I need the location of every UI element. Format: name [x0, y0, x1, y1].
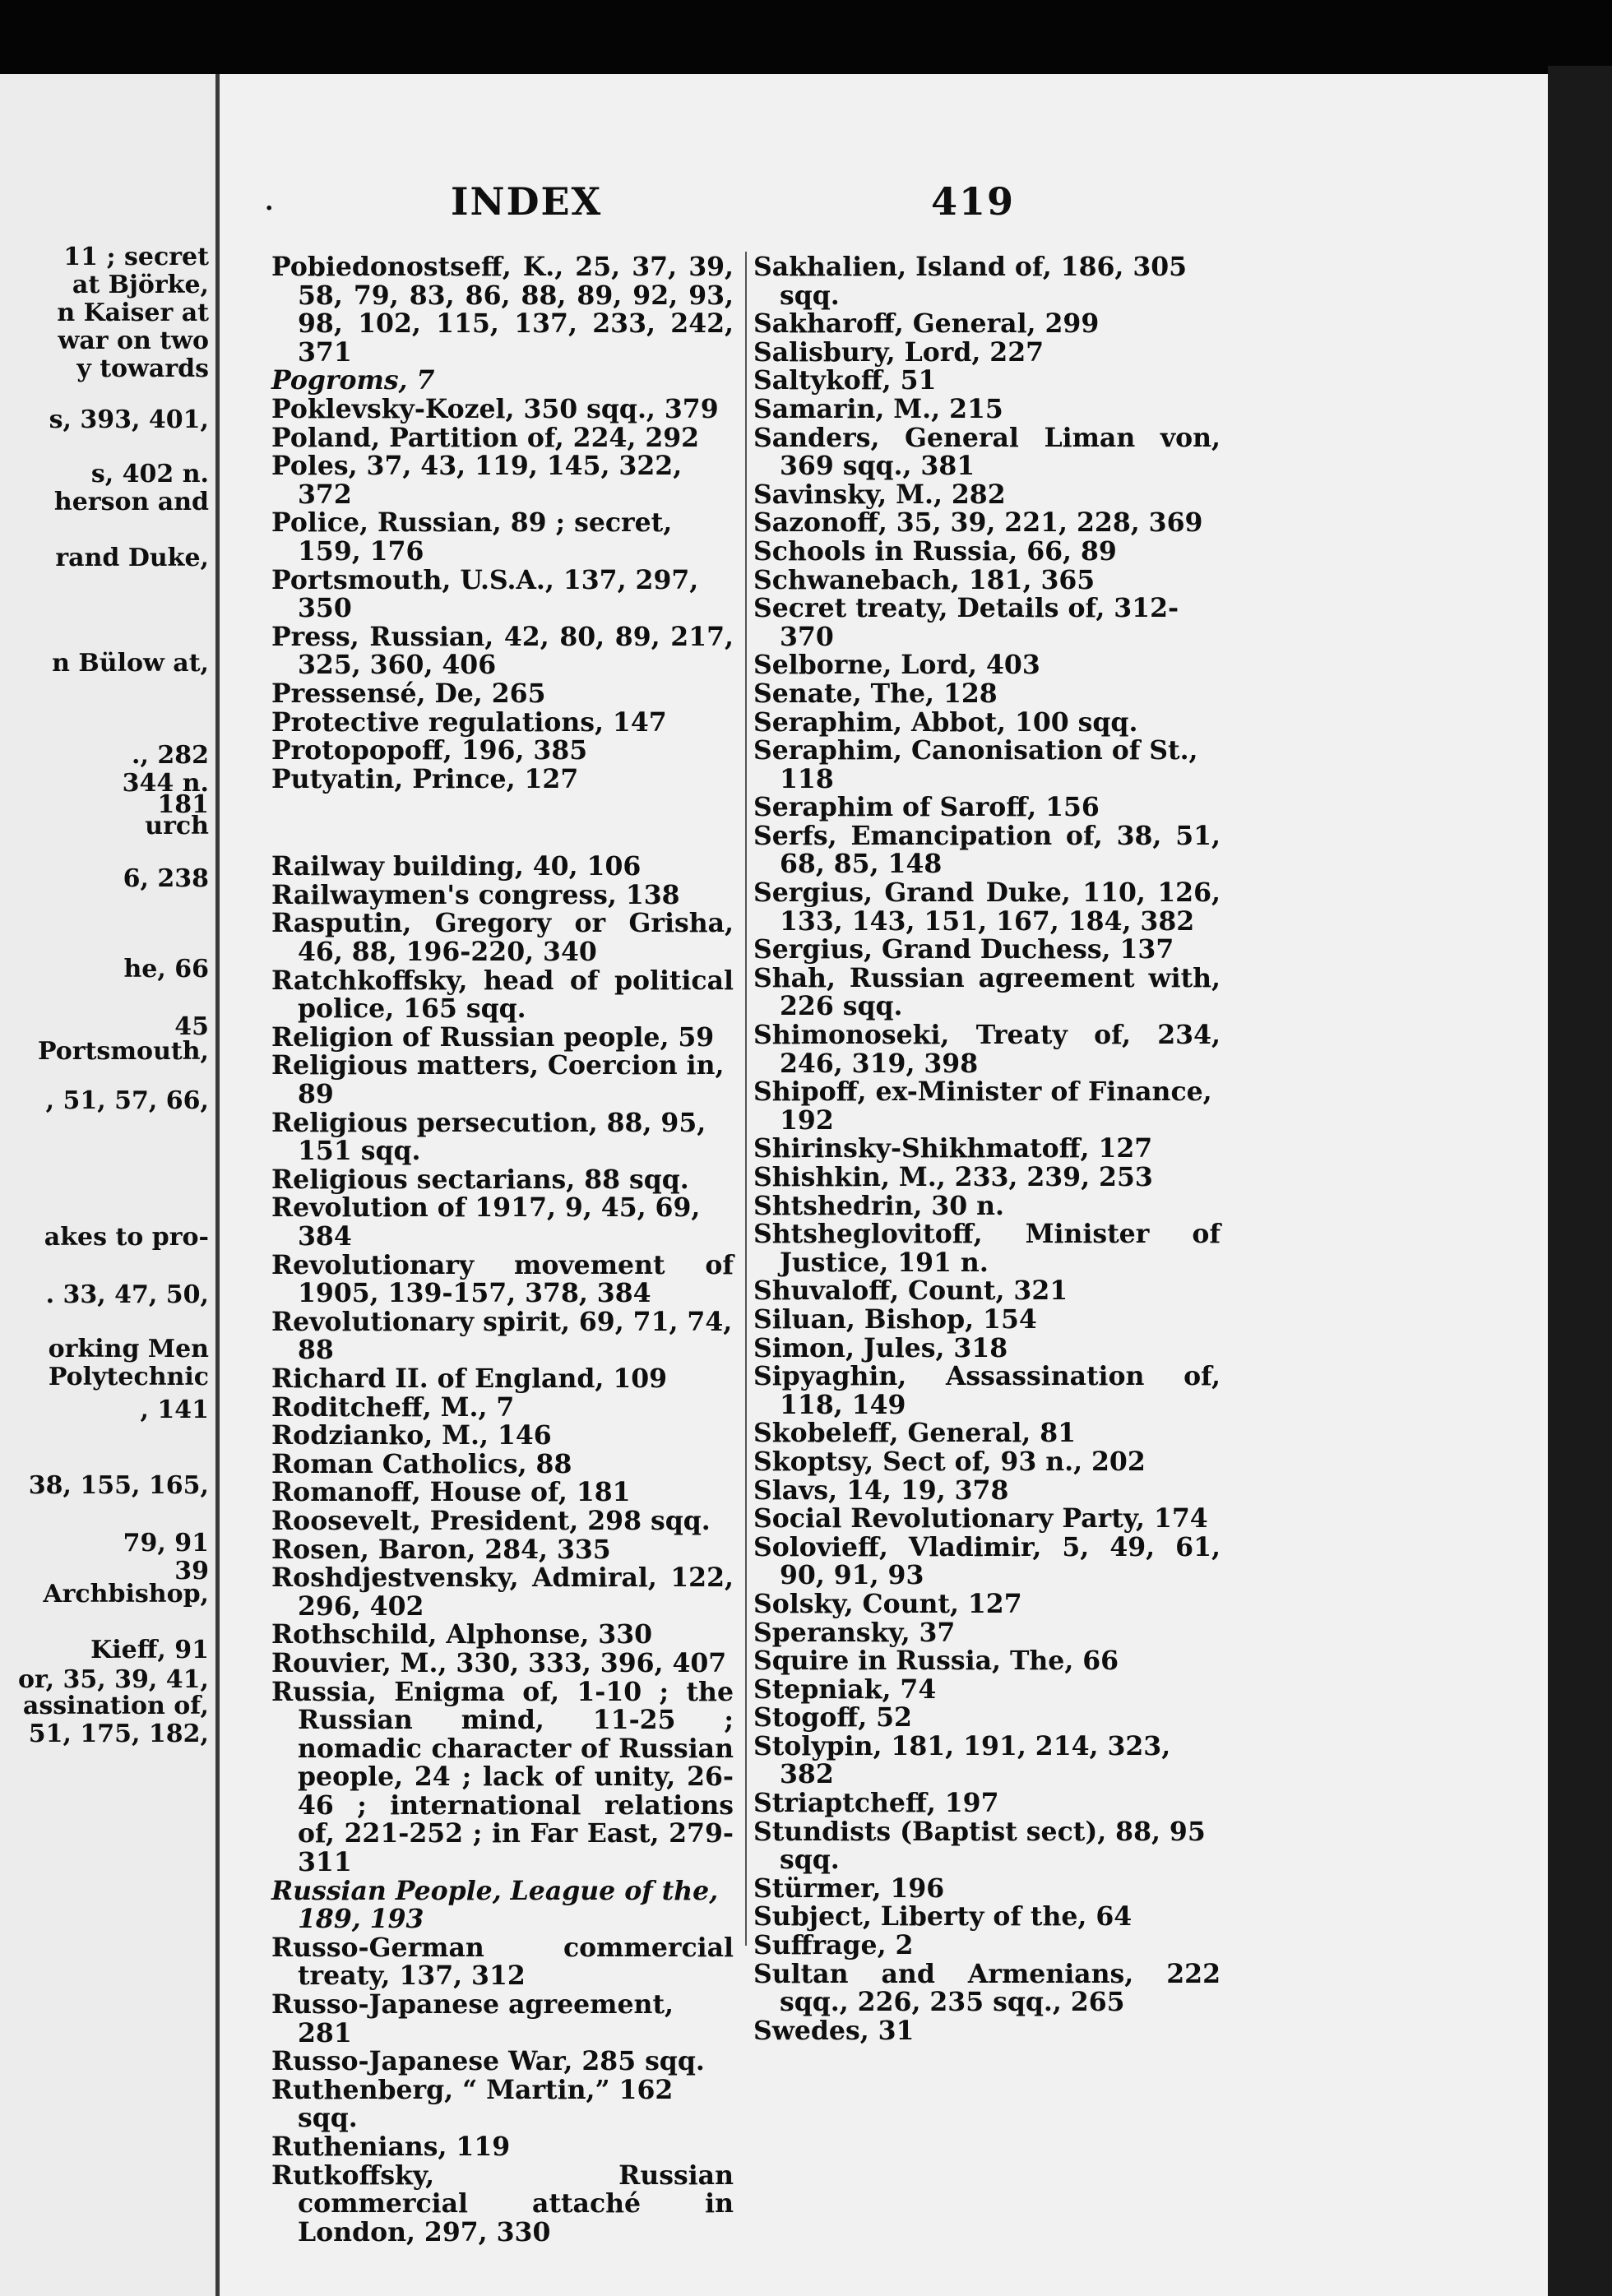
index-entry: Press, Russian, 42, 80, 89, 217, 325, 360, 406 — [271, 621, 734, 681]
index-entry: Shah, Russian agreement with, 226 sqq. — [753, 962, 1221, 1022]
index-entry: Ruthenberg, “ Martin,” 162 sqq. — [271, 2074, 674, 2134]
index-entry: Salisbury, Lord, 227 — [753, 336, 1045, 368]
letter-section-gap — [271, 794, 734, 853]
index-entry: Russo-Japanese War, 285 sqq. — [271, 2046, 705, 2077]
index-entry: Religious persecution, 88, 95, 151 sqq. — [271, 1107, 706, 1167]
index-entry: Seraphim, Abbot, 100 sqq. — [753, 706, 1138, 738]
index-entry: Striaptcheff, 197 — [753, 1788, 999, 1819]
left-page-text-fragment: , 141 — [140, 1396, 209, 1424]
index-entry: Stundists (Baptist sect), 88, 95 sqq. — [753, 1816, 1206, 1876]
left-page-text-fragment: Archbishop, — [43, 1580, 209, 1609]
index-entry: Sergius, Grand Duke, 110, 126, 133, 143, 151, 167, 184, 382 — [753, 877, 1221, 937]
index-entry: Poland, Partition of, 224, 292 — [271, 422, 700, 453]
index-entry: Richard II. of England, 109 — [271, 1363, 668, 1394]
index-entry: Skoptsy, Sect of, 93 n., 202 — [753, 1446, 1146, 1477]
index-entry: Seraphim, Canonisation of St., 118 — [753, 735, 1198, 794]
index-entry: Sakharoff, General, 299 — [753, 308, 1100, 340]
index-entry: Russo-Japanese agreement, 281 — [271, 1989, 674, 2048]
left-page-text-fragment: urch — [145, 812, 209, 840]
index-entry: Roosevelt, President, 298 sqq. — [271, 1505, 711, 1536]
left-page-text-fragment: at Björke, — [72, 271, 209, 299]
left-page-text-fragment: 39 — [174, 1557, 209, 1585]
left-page-text-fragment: s, 402 n. — [90, 460, 209, 488]
index-entry: Serfs, Emancipation of, 38, 51, 68, 85, 148 — [753, 820, 1221, 880]
running-head-title: INDEX — [451, 179, 603, 224]
index-entry: Speransky, 37 — [753, 1617, 956, 1648]
index-entry: Revolutionary spirit, 69, 71, 74, 88 — [271, 1306, 733, 1366]
left-page-text-fragment: n Bülow at, — [52, 649, 209, 678]
index-entry: Saltykoff, 51 — [753, 365, 937, 396]
left-page-text-fragment: y towards — [76, 354, 209, 383]
left-page-text-fragment: 45 — [174, 1012, 209, 1041]
left-page-text-fragment: , 51, 57, 66, — [45, 1086, 209, 1115]
index-entry: Putyatin, Prince, 127 — [271, 763, 579, 794]
left-page-text-fragment: rand Duke, — [55, 544, 209, 572]
index-entry: Schools in Russia, 66, 89 — [753, 535, 1117, 567]
left-page-text-fragment: . 33, 47, 50, — [45, 1280, 209, 1309]
left-page-text-fragment: he, 66 — [123, 955, 209, 984]
index-entry: Religious matters, Coercion in, 89 — [271, 1050, 725, 1110]
scan-top-border — [0, 0, 1612, 74]
index-entry: Shirinsky-Shikhmatoff, 127 — [753, 1133, 1153, 1164]
index-entry: Rouvier, M., 330, 333, 396, 407 — [271, 1647, 727, 1678]
index-entry: Shipoff, ex-Minister of Finance, 192 — [753, 1076, 1212, 1136]
index-entry: Stürmer, 196 — [753, 1872, 945, 1904]
left-page-text-fragment: 344 n. — [122, 769, 209, 798]
index-entry: Suffrage, 2 — [753, 1930, 914, 1961]
left-page-text-fragment: assination of, — [22, 1692, 209, 1720]
index-entry: Rothschild, Alphonse, 330 — [271, 1619, 653, 1650]
index-entry: Senate, The, 128 — [753, 678, 998, 709]
index-entry: Social Revolutionary Party, 174 — [753, 1503, 1208, 1535]
index-entry: Simon, Jules, 318 — [753, 1332, 1008, 1363]
index-entry: Roman Catholics, 88 — [271, 1448, 572, 1479]
scan-right-border — [1548, 66, 1612, 2296]
index-entry: Seraphim of Saroff, 156 — [753, 792, 1100, 823]
index-entry: Pobiedonostseff, K., 25, 37, 39, 58, 79, 83, 86, 88, 89, 92, 93, 98, 102, 115, 137, 233, 242, 371 — [271, 252, 734, 368]
index-entry: Sergius, Grand Duchess, 137 — [753, 934, 1174, 965]
index-column-left — [271, 253, 734, 2247]
index-entry: Romanoff, House of, 181 — [271, 1477, 631, 1508]
left-page-text-fragment: s, 393, 401, — [49, 405, 209, 434]
index-entry: Police, Russian, 89 ; secret, 159, 176 — [271, 507, 673, 567]
index-entry: Solovieff, Vladimir, 5, 49, 61, 90, 91, 93 — [753, 1531, 1221, 1591]
index-entry: Religious sectarians, 88 sqq. — [271, 1164, 689, 1195]
left-page-text-fragment: or, 35, 39, 41, — [18, 1665, 209, 1694]
index-entry: Skobeleff, General, 81 — [753, 1418, 1077, 1449]
page-gutter — [215, 74, 220, 2296]
index-entry: Roshdjestvensky, Admiral, 122, 296, 402 — [271, 1562, 734, 1622]
index-entry: Poles, 37, 43, 119, 145, 322, 372 — [271, 451, 683, 510]
index-entry: Stolypin, 181, 191, 214, 323, 382 — [753, 1730, 1171, 1790]
index-entry: Sakhalien, Island of, 186, 305 sqq. — [753, 252, 1188, 311]
index-entry: Religion of Russian people, 59 — [271, 1021, 715, 1053]
index-entry: Stogoff, 52 — [753, 1702, 912, 1734]
left-page-fragment — [0, 74, 215, 2296]
left-page-text-fragment: 181 — [157, 790, 209, 819]
left-page-text-fragment: Kieff, 91 — [90, 1636, 209, 1664]
index-entry: Squire in Russia, The, 66 — [753, 1646, 1119, 1677]
left-page-text-fragment: n Kaiser at — [57, 299, 209, 327]
index-entry: Sipyaghin, Assassination of, 118, 149 — [753, 1361, 1221, 1420]
index-entry: Railway building, 40, 106 — [271, 851, 642, 882]
index-entry: Subject, Liberty of the, 64 — [753, 1901, 1133, 1933]
index-entry: Pogroms, 7 — [271, 365, 435, 396]
index-entry: Revolution of 1917, 9, 45, 69, 384 — [271, 1192, 701, 1252]
left-page-text-fragment: 79, 91 — [123, 1529, 209, 1558]
index-column-right — [753, 253, 1221, 2045]
page-number: 419 — [931, 179, 1016, 224]
index-entry: Shtsheglovitoff, Minister of Justice, 191 n. — [753, 1219, 1221, 1278]
index-entry: Railwaymen's congress, 138 — [271, 879, 680, 910]
index-entry: Portsmouth, U.S.A., 137, 297, 350 — [271, 564, 699, 624]
index-entry: Schwanebach, 181, 365 — [753, 564, 1096, 595]
index-entry: Roditcheff, M., 7 — [271, 1391, 515, 1423]
left-page-text-fragment: ., 282 — [132, 741, 209, 770]
left-page-text-fragment: war on two — [58, 326, 209, 355]
index-entry: Solsky, Count, 127 — [753, 1588, 1022, 1619]
index-entry: Protopopoff, 196, 385 — [271, 735, 588, 766]
index-entry: Siluan, Bishop, 154 — [753, 1303, 1037, 1335]
left-page-text-fragment: 38, 155, 165, — [28, 1471, 209, 1500]
left-page-text-fragment: herson and — [53, 488, 209, 516]
index-entry: Russia, Enigma of, 1-10 ; the Russian mind, 11-25 ; nomadic character of Russian people, 24 ; lack of unity, 26-46 ; international relations of, 221-252 ; in Far East, 279-311 — [271, 1676, 734, 1878]
index-entry: Sazonoff, 35, 39, 221, 228, 369 — [753, 507, 1203, 539]
left-page-text-fragment: 6, 238 — [123, 864, 209, 893]
index-entry: Sanders, General Liman von, 369 sqq., 381 — [753, 422, 1221, 482]
index-entry: Secret treaty, Details of, 312-370 — [753, 593, 1179, 652]
index-entry: Slavs, 14, 19, 378 — [753, 1474, 1009, 1506]
index-entry: Ruthenians, 119 — [271, 2132, 511, 2162]
column-divider — [745, 252, 747, 1946]
index-entry: Rasputin, Gregory or Grisha, 46, 88, 196-220, 340 — [271, 908, 734, 968]
index-entry: Rosen, Baron, 284, 335 — [271, 1534, 611, 1565]
index-entry: Poklevsky-Kozel, 350 sqq., 379 — [271, 393, 719, 424]
index-entry: Samarin, M., 215 — [753, 393, 1003, 424]
index-entry: Swedes, 31 — [753, 2015, 915, 2046]
index-entry: Rutkoffsky, Russian commercial attaché in London, 297, 330 — [271, 2159, 734, 2247]
index-entry: Stepniak, 74 — [753, 1673, 937, 1705]
left-page-text-fragment: 11 ; secret — [63, 243, 209, 271]
index-entry: Protective regulations, 147 — [271, 706, 667, 738]
index-entry: Ratchkoffsky, head of political police, 165 sqq. — [271, 965, 734, 1025]
index-entry: Pressensé, De, 265 — [271, 678, 546, 709]
index-entry: Selborne, Lord, 403 — [753, 650, 1040, 681]
index-entry: Sultan and Armenians, 222 sqq., 226, 235 sqq., 265 — [753, 1958, 1221, 2018]
head-mark: . — [265, 187, 274, 216]
left-page-text-fragment: Polytechnic — [48, 1363, 209, 1391]
index-entry: Shuvaloff, Count, 321 — [753, 1275, 1068, 1307]
index-entry: Shimonoseki, Treaty of, 234, 246, 319, 398 — [753, 1020, 1221, 1079]
index-entry: Russo-German commercial treaty, 137, 312 — [271, 1932, 734, 1992]
left-page-text-fragment: orking Men — [48, 1335, 209, 1363]
index-entry: Shishkin, M., 233, 239, 253 — [753, 1162, 1153, 1192]
left-page-text-fragment: 51, 175, 182, — [28, 1720, 209, 1748]
index-entry: Russian People, League of the, 189, 193 — [271, 1875, 719, 1935]
left-page-text-fragment: akes to pro- — [44, 1223, 209, 1252]
index-entry: Rodzianko, M., 146 — [271, 1420, 552, 1451]
index-entry: Savinsky, M., 282 — [753, 479, 1006, 510]
index-entry: Shtshedrin, 30 n. — [753, 1190, 1004, 1221]
left-page-text-fragment: Portsmouth, — [38, 1037, 209, 1066]
index-entry: Revolutionary movement of 1905, 139-157, 378, 384 — [271, 1249, 734, 1309]
